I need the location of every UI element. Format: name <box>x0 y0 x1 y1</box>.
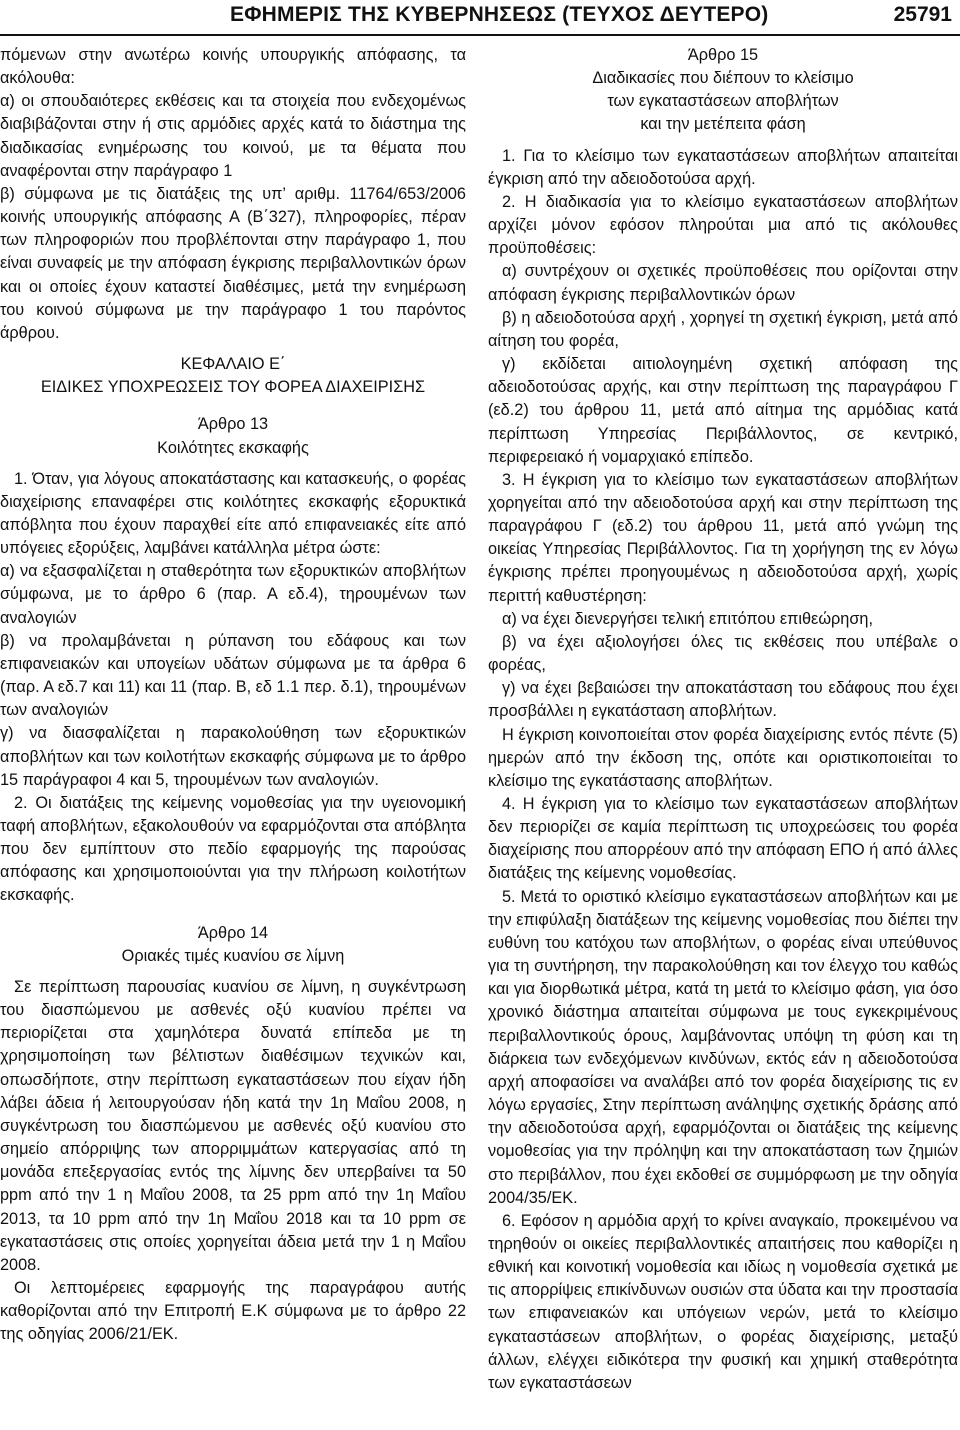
paragraph: β) η αδειοδοτούσα αρχή , χορηγεί τη σχετική έγκριση, μετά από αίτηση του φορέα, <box>488 308 958 350</box>
paragraph: α) να έχει διενεργήσει τελική επιτόπου επιθεώρηση, <box>502 609 873 628</box>
paragraph: γ) να έχει βεβαιώσει την αποκατάσταση του εδάφους που έχει προσβάλλει η εγκατάσταση αποβλήτων. <box>488 679 958 721</box>
article-15-subtitle: Διαδικασίες που διέπουν το κλείσιμο <box>592 69 854 88</box>
paragraph: 5. Μετά το οριστικό κλείσιμο εγκαταστάσεων αποβλήτων και με την επιφύλαξη διατάξεων της κείμενης νομοθεσίας που διέπει την ευθύνη του κατόχου των αποβλήτων, ο φορέας είναι υπεύθυνος για τη συντήρηση, την παρακολούθηση και τον έλεγχο του καθώς και για διορθωτικά μέτρα, κατά τη μετά το κλείσιμο φάση, για όσο χρονικό διάστημα απαιτείται σύμφωνα με τους εγκεκριμένους περιβαλλοντικούς όρους, λαμβάνοντας υπόψη τη φύση και τη διάρκεια των ενδεχόμενων κινδύνων, εκτός εάν η αδειοδοτούσα αρχή αποφασίσει να αναλάβει από τον φορέα διαχείρισης τις εν λόγω εργασίες, Στην περίπτωση ανάληψης σχετικής δράσης από την αδειοδοτούσα αρχή, εφαρμόζονται οι διατάξεις της κείμενης νομοθεσίας για την πρόληψη και την αποκατάσταση των ζημιών στο περιβάλλον, που έχει εκδοθεί σε συμμόρφωση με την οδηγία 2004/35/ΕΚ. <box>488 887 958 1207</box>
right-column <box>488 44 958 1395</box>
article-15-subtitle: και την μετέπειτα φάση <box>640 115 806 134</box>
paragraph: Σε περίπτωση παρουσίας κυανίου σε λίμνη, η συγκέντρωση του διασπώμενου με ασθενές οξύ κυανίου πρέπει να περιορίζεται στα χαμηλότερα δυνατά επίπεδα με τη χρησιμοποίηση των βέλτιστων διαθέσιμων τεχνικών και, οπωσδήποτε, στην περίπτωση εγκαταστάσεων που είχαν ήδη λάβει άδεια ή λειτουργούσαν ήδη κατά την 1η Μαΐου 2008, η συγκέντρωση του διασπώμενου με ασθενές οξύ κυανίου στο σημείο απόρριψης των απορριμμάτων κατεργασίας από τη μονάδα επεξεργασίας εντός της λίμνης δεν υπερβαίνει τα 50 ppm από την 1 η Μαΐου 2008, τα 25 ppm από την 1η Μαΐου 2013, τα 10 ppm από την 1η Μαΐου 2018 και τα 10 ppm σε εγκαταστάσεις στις οποίες χορηγείται άδεια μετά την 1 η Μαΐου 2008. <box>0 977 466 1274</box>
paragraph: πόμενων στην ανωτέρω κοινής υπουργικής απόφασης, τα ακόλουθα: <box>0 46 466 88</box>
page-number: 25791 <box>893 3 952 26</box>
article-15-subtitle: των εγκαταστάσεων αποβλήτων <box>607 92 839 111</box>
chapter-subtitle: ΕΙΔΙΚΕΣ ΥΠΟΧΡΕΩΣΕΙΣ ΤΟΥ ΦΟΡΕΑ ΔΙΑΧΕΙΡΙΣΗΣ <box>40 378 426 397</box>
paragraph: 4. Η έγκριση για το κλείσιμο των εγκαταστάσεων αποβλήτων δεν περιορίζει σε καμία περίπτωση τις υποχρεώσεις του φορέα διαχείρισης που απορρέουν από την απόφαση ΕΠΟ ή από άλλες διατάξεις της κείμενης νομοθεσίας. <box>488 795 958 883</box>
gazette-title: ΕΦΗΜΕΡΙΣ ΤΗΣ ΚΥΒΕΡΝΗΣΕΩΣ (ΤΕΥΧΟΣ ΔΕΥΤΕΡΟ) <box>230 3 769 26</box>
paragraph: α) οι σπουδαιότερες εκθέσεις και τα στοιχεία που ενδεχομένως διαβιβάζονται στην ή στις αρμόδιες αρχές κατά το διάστημα της διαδικασίας ενημέρωσης του κοινού, με τα θέματα που αναφέρονται στην παράγραφο 1 <box>0 92 466 180</box>
article-13-title: Άρθρο 13 <box>197 415 269 434</box>
paragraph: γ) να διασφαλίζεται η παρακολούθηση των εξορυκτικών αποβλήτων και των κοιλοτήτων εκσκαφής σύμφωνα με το άρθρο 15 παράγραφοι 4 και 5, τηρουμένων των αναλογιών. <box>0 724 466 789</box>
paragraph: 6. Εφόσον η αρμόδια αρχή το κρίνει αναγκαίο, προκειμένου να τηρηθούν οι οικείες περιβαλλοντικές απαιτήσεις που καθορίζει η εθνική και κοινοτική νομοθεσία και ιδίως η νομοθεσία σχετικά με τις απορρίψεις επικίνδυνων ουσιών στα ύδατα και την προστασία των επιφανειακών και υπόγειων νερών, μετά το κλείσιμο εγκαταστάσεων αποβλήτων, ο φορέας διαχείρισης, μεταξύ άλλων, ελέγχει ειδικότερα την φυσική και χημική σταθερότητα των εγκαταστάσεων <box>488 1211 958 1392</box>
paragraph: α) να εξασφαλίζεται η σταθερότητα των εξορυκτικών αποβλήτων σύμφωνα, με το άρθρο 6 (παρ. Α εδ.4), τηρουμένων των αναλογιών <box>0 562 466 627</box>
article-13-subtitle: Κοιλότητες εκσκαφής <box>157 438 309 457</box>
paragraph: 1. Για το κλείσιμο των εγκαταστάσεων αποβλήτων απαιτείται έγκριση από την αδειοδοτούσα αρχή. <box>488 146 958 188</box>
paragraph: 1. Όταν, για λόγους αποκατάστασης και κατασκευής, ο φορέας διαχείρισης επαναφέρει στις κοιλότητες εκσκαφής εξορυκτικά απόβλητα που έχουν παραχθεί είτε από επιφανειακές είτε από υπόγειες εξορύξεις, λαμβάνει κατάλληλα μέτρα ώστε: <box>0 469 466 558</box>
paragraph: β) να έχει αξιολογήσει όλες τις εκθέσεις που υπέβαλε ο φορέας, <box>488 632 958 675</box>
paragraph: β) σύμφωνα με τις διατάξεις της υπ’ αριθμ. 11764/653/2006 κοινής υπουργικής απόφασης Α (Β΄327), πληροφορίες, πέραν των πληροφοριών που προβλέπονται στην παράγραφο 1, που είναι συναφείς με την απόφαση έγκρισης περιβαλλοντικών όρων και οι οποίες έχουν καταστεί διαθέσιμες, μετά την ενημέρωση του κοινού σύμφωνα με την παράγραφο 1 του παρόντος άρθρου. <box>0 184 466 342</box>
chapter-title: ΚΕΦΑΛΑΙΟ Ε΄ <box>180 355 286 374</box>
paragraph: Η έγκριση κοινοποιείται στον φορέα διαχείρισης εντός πέντε (5) ημερών από την έκδοση της, οπότε και οριστικοποιείται το κλείσιμο της εγκατάστασης αποβλήτων. <box>488 725 958 790</box>
paragraph: α) συντρέχουν οι σχετικές προϋποθέσεις που ορίζονται στην απόφαση έγκρισης περιβαλλοντικών όρων <box>488 262 958 304</box>
paragraph: 2. Οι διατάξεις της κείμενης νομοθεσίας για την υγειονομική ταφή αποβλήτων, εξακολουθούν να εφαρμόζονται στα απόβλητα που δεν εμπίπτουν στο πεδίο εφαρμογής της παρούσας απόφασης και χρησιμοποιούνται για την πλήρωση κοιλοτήτων εκσκαφής. <box>0 793 466 905</box>
header-divider <box>0 34 960 36</box>
article-15-title: Άρθρο 15 <box>687 46 759 64</box>
paragraph: γ) εκδίδεται αιτιολογημένη σχετική απόφαση της αδειοδοτούσας αρχής, και στην περίπτωση της παραγράφου Γ (εδ.2) του άρθρου 11, μετά από αίτημα της αρμόδιας κατά περίπτωση Υπηρεσίας Περιβάλλοντος, σε κεντρικό, περιφερειακό ή νομαρχιακό επίπεδο. <box>488 355 958 466</box>
page-header <box>0 0 960 34</box>
left-column <box>0 44 466 1346</box>
article-14-title: Άρθρο 14 <box>197 923 269 942</box>
paragraph: Οι λεπτομέρειες εφαρμογής της παραγράφου αυτής καθορίζονται από την Επιτροπή Ε.Κ σύμφωνα με το άρθρο 22 της οδηγίας 2006/21/ΕΚ. <box>0 1278 466 1344</box>
paragraph: 2. Η διαδικασία για το κλείσιμο εγκαταστάσεων αποβλήτων αρχίζει μόνον εφόσον πληρούται μια από τις ακόλουθες προϋποθέσεις: <box>488 192 958 258</box>
article-14-subtitle: Οριακές τιμές κυανίου σε λίμνη <box>121 946 345 965</box>
paragraph: β) να προλαμβάνεται η ρύπανση του εδάφους και των επιφανειακών και υπογείων υδάτων σύμφωνα με τα άρθρα 6 (παρ. Α εδ.7 και 11) και 11 (παρ. Β, εδ 1.1 περ. δ.1), τηρουμένων των αναλογιών <box>0 631 466 720</box>
paragraph: 3. Η έγκριση για το κλείσιμο των εγκαταστάσεων αποβλήτων χορηγείται από την αδειοδοτούσα αρχή και στην περίπτωση της παραγράφου Γ (εδ.2) του άρθρου 11, μετά από γνώμη της οικείας Υπηρεσίας Περιβάλλοντος. Για τη χορήγηση της εν λόγω έγκρισης πρέπει προηγουμένως η αδειοδοτούσα αρχή, χωρίς περιττή καθυστέρηση: <box>488 470 958 605</box>
